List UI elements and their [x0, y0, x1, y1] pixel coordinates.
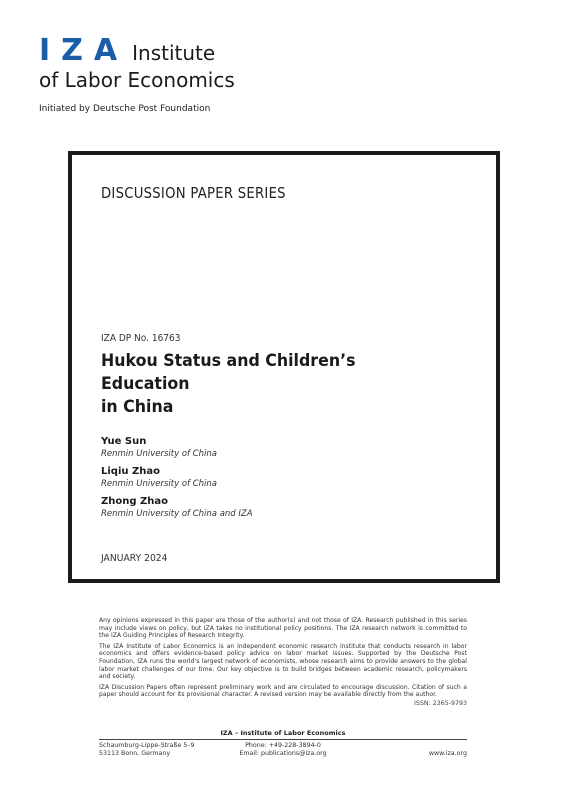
- author-affiliation: Renmin University of China: [101, 479, 218, 489]
- footer-contact: [99, 742, 467, 758]
- dp-number: IZA DP No. 16763: [101, 333, 181, 344]
- author-name: Liqiu Zhao: [101, 466, 160, 477]
- footer-divider: [99, 739, 467, 740]
- disclaimer-text: [99, 617, 467, 702]
- issn-number: ISSN: 2365-9793: [413, 700, 467, 707]
- iza-logo: [39, 33, 235, 114]
- publication-date: JANUARY 2024: [101, 553, 168, 564]
- author-name: Yue Sun: [101, 436, 147, 447]
- author-entry: [101, 465, 253, 490]
- email-link[interactable]: Email: publications@iza.org: [239, 750, 327, 757]
- author-entry: [101, 495, 253, 520]
- author-list: [101, 435, 253, 525]
- logo-institute-text: Institute: [132, 41, 216, 65]
- logo-tagline: Initiated by Deutsche Post Foundation: [39, 104, 211, 114]
- author-entry: [101, 435, 253, 460]
- address-line: 53113 Bonn, Germany: [99, 750, 171, 757]
- footer-title: IZA – Institute of Labor Economics: [220, 729, 346, 737]
- cover-box: [68, 151, 500, 583]
- paper-title-line1: Hukou Status and Children’s Education: [101, 351, 356, 394]
- disclaimer-paragraph: IZA Discussion Papers often represent preliminary work and are circulated to encourage discussion. Citation of such a paper should account for its provisional character. A revised version may be available directly from the author.: [99, 683, 467, 699]
- author-affiliation: Renmin University of China: [101, 449, 218, 459]
- website-link[interactable]: www.iza.org: [428, 750, 467, 757]
- logo-iza-wordmark: IZA: [39, 33, 129, 68]
- author-affiliation: Renmin University of China and IZA: [101, 509, 253, 519]
- paper-title: [101, 350, 436, 419]
- disclaimer-paragraph: The IZA Institute of Labor Economics is an independent economic research institute that conducts research in labor economics and offers evidence-based policy advice on labor market issues. Supported by the Deutsche Post Foundation, IZA runs the world’s largest network of economists, whose research aims to provide answers to the global labor market challenges of our time. Our key objective is to build bridges between academic research, policymakers and society.: [99, 642, 467, 681]
- author-name: Zhong Zhao: [101, 496, 168, 507]
- phone-number: Phone: +49-228-3894-0: [245, 742, 321, 749]
- series-heading: DISCUSSION PAPER SERIES: [101, 184, 286, 202]
- logo-labor-economics-text: of Labor Economics: [39, 68, 235, 92]
- address-line: Schaumburg-Lippe-Straße 5–9: [99, 742, 195, 749]
- paper-title-line2: in China: [101, 397, 174, 417]
- disclaimer-paragraph: Any opinions expressed in this paper are those of the author(s) and not those of IZA. Research published in this series may include views on policy, but IZA takes no institutional policy positions. The IZA research network is committed to the IZA Guiding Principles of Research Integrity.: [99, 617, 467, 640]
